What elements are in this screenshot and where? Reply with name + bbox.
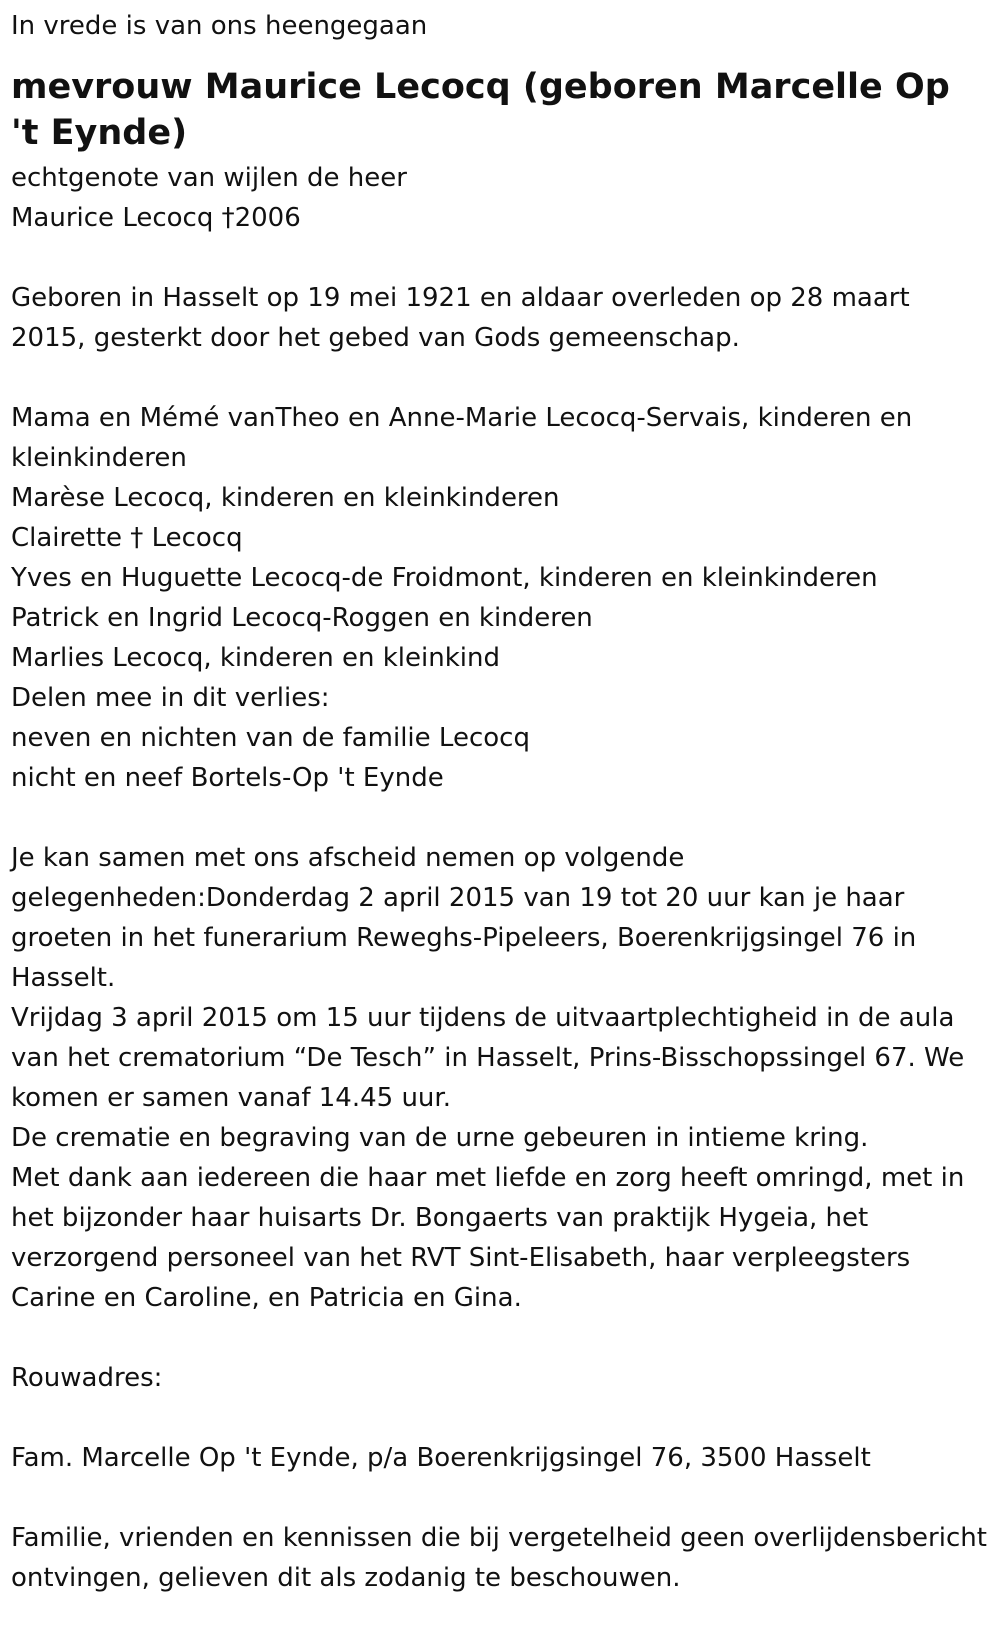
family-line: Marèse Lecocq, kinderen en kleinkinderen	[11, 483, 560, 513]
farewell-paragraph: De crematie en begraving van de urne gebeuren in intieme kring.	[11, 1123, 869, 1153]
deceased-name: mevrouw Maurice Lecocq (geboren Marcelle Op 't Eynde)	[11, 67, 950, 153]
family-line: neven en nichten van de familie Lecocq	[11, 723, 530, 753]
spacer	[11, 798, 988, 838]
address-label: Rouwadres:	[11, 1363, 163, 1393]
family-line: Marlies Lecocq, kinderen en kleinkind	[11, 643, 500, 673]
spouse-line-2: Maurice Lecocq †2006	[11, 203, 301, 233]
spacer	[11, 238, 988, 278]
spacer	[11, 1318, 988, 1358]
farewell-paragraph: Met dank aan iedereen die haar met liefde en zorg heeft omringd, met in het bijzonder haar huisarts Dr. Bongaerts van praktijk Hygeia, het verzorgend personeel van het RVT Sint-Elisabeth, haar verpleegsters Carine en Caroline, en Patricia en Gina.	[11, 1163, 965, 1313]
spacer	[11, 1398, 988, 1438]
spouse-line-1: echtgenote van wijlen de heer	[11, 163, 407, 193]
farewell-paragraph: Je kan samen met ons afscheid nemen op volgende gelegenheden:Donderdag 2 april 2015 van 19 tot 20 uur kan je haar groeten in het funerarium Reweghs-Pipeleers, Boerenkrijgsingel 76 in Hasselt.	[11, 843, 917, 993]
farewell-paragraph: Vrijdag 3 april 2015 om 15 uur tijdens de uitvaartplechtigheid in de aula van het crematorium “De Tesch” in Hasselt, Prins-Bisschopssingel 67. We komen er samen vanaf 14.45 uur.	[11, 1003, 965, 1113]
family-line: Patrick en Ingrid Lecocq-Roggen en kinderen	[11, 603, 593, 633]
closing-text: Familie, vrienden en kennissen die bij vergetelheid geen overlijdensbericht ontvingen, gelieven dit als zodanig te beschouwen.	[11, 1523, 987, 1593]
spacer	[11, 1478, 988, 1518]
family-line: Mama en Mémé vanTheo en Anne-Marie Lecocq-Servais, kinderen en kleinkinderen	[11, 403, 913, 473]
family-line: Clairette † Lecocq	[11, 523, 243, 553]
family-line: Delen mee in dit verlies:	[11, 683, 330, 713]
family-line: Yves en Huguette Lecocq-de Froidmont, kinderen en kleinkinderen	[11, 563, 878, 593]
intro-text: In vrede is van ons heengegaan	[11, 11, 428, 41]
farewell-section	[11, 838, 988, 1318]
family-list	[11, 398, 988, 798]
birth-death-text: Geboren in Hasselt op 19 mei 1921 en aldaar overleden op 28 maart 2015, gesterkt door het gebed van Gods gemeenschap.	[11, 283, 910, 353]
mourning-address: Fam. Marcelle Op 't Eynde, p/a Boerenkrijgsingel 76, 3500 Hasselt	[11, 1443, 871, 1473]
family-line: nicht en neef Bortels-Op 't Eynde	[11, 763, 444, 793]
spacer	[11, 358, 988, 398]
